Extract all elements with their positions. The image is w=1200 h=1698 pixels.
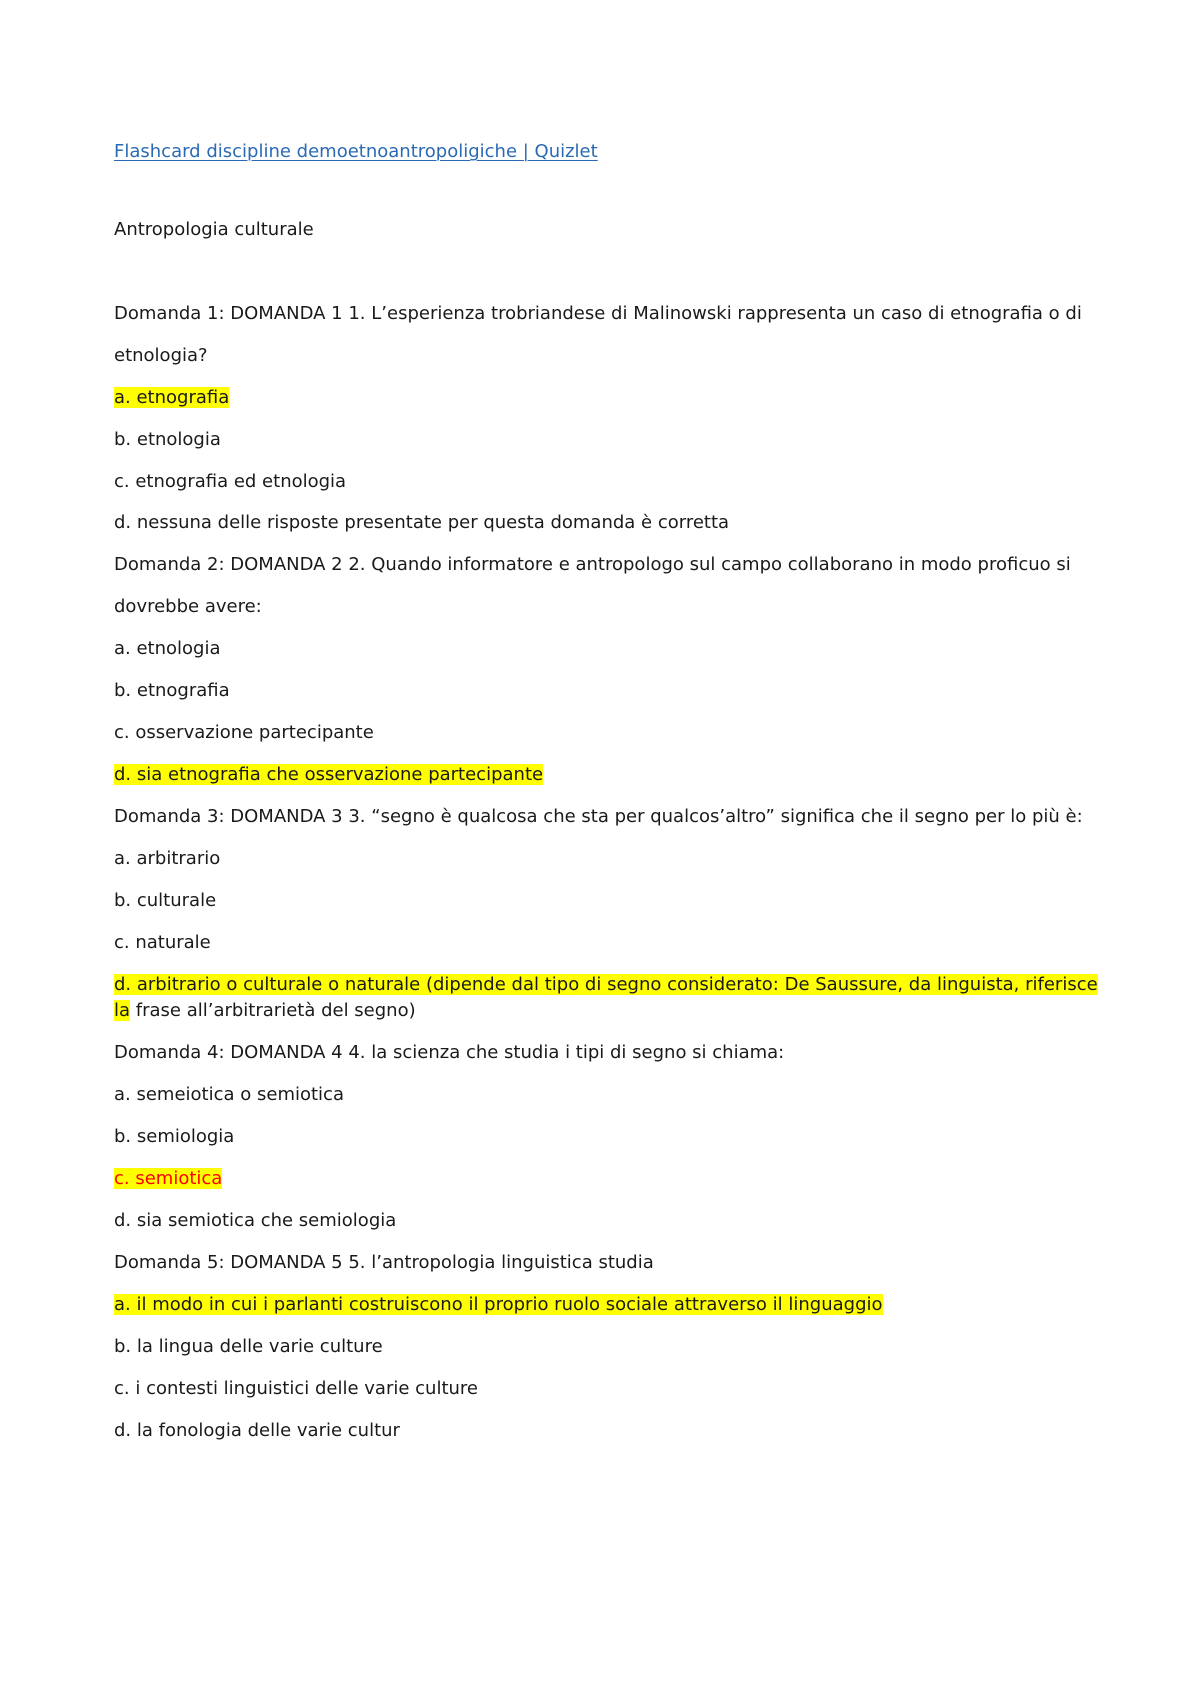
q2-option-a: a. etnologia [114,638,221,659]
question-3-text: Domanda 3: DOMANDA 3 3. “segno è qualcosa che sta per qualcos’altro” significa che il segno per lo più è: [114,806,1083,827]
q5-option-b: b. la lingua delle varie culture [114,1336,383,1357]
q4-option-d: d. sia semiotica che semiologia [114,1210,397,1231]
q2-option-d-correct: d. sia etnografia che osservazione partecipante [114,764,544,785]
q4-option-c-correct: c. semiotica [114,1168,223,1189]
q1-option-a-correct: a. etnografia [114,387,230,408]
q5-option-a-correct: a. il modo in cui i parlanti costruiscono il proprio ruolo sociale attraverso il linguaggio [114,1294,883,1315]
question-4-text: Domanda 4: DOMANDA 4 4. la scienza che studia i tipi di segno si chiama: [114,1042,785,1063]
q1-option-d: d. nessuna delle risposte presentate per questa domanda è corretta [114,512,730,533]
q2-option-b: b. etnografia [114,680,230,701]
q1-option-c: c. etnografia ed etnologia [114,471,347,492]
q3-option-d-correct-cont-highlight: la [114,1000,131,1021]
q5-option-d: d. la fonologia delle varie cultur [114,1420,400,1441]
q4-option-b: b. semiologia [114,1126,235,1147]
question-2-text: Domanda 2: DOMANDA 2 2. Quando informatore e antropologo sul campo collaborano in modo proficuo si [114,554,1071,575]
question-2-text-cont: dovrebbe avere: [114,596,262,617]
quizlet-link[interactable]: Flashcard discipline demoetnoantropoligiche | Quizlet [114,141,598,162]
q1-option-b: b. etnologia [114,429,221,450]
question-5-text: Domanda 5: DOMANDA 5 5. l’antropologia linguistica studia [114,1252,654,1273]
section-title: Antropologia culturale [114,219,314,240]
q3-option-c: c. naturale [114,932,211,953]
q3-option-b: b. culturale [114,890,217,911]
q3-option-d-correct: d. arbitrario o culturale o naturale (dipende dal tipo di segno considerato: De Saussure, da linguista, riferisce [114,974,1098,995]
q3-option-d-cont: frase all’arbitrarietà del segno) [130,1000,416,1021]
q4-option-a: a. semeiotica o semiotica [114,1084,344,1105]
question-1-text-cont: etnologia? [114,345,208,366]
q2-option-c: c. osservazione partecipante [114,722,374,743]
q3-option-a: a. arbitrario [114,848,221,869]
question-1-text: Domanda 1: DOMANDA 1 1. L’esperienza trobriandese di Malinowski rappresenta un caso di etnografia o di [114,303,1082,324]
q5-option-c: c. i contesti linguistici delle varie culture [114,1378,478,1399]
